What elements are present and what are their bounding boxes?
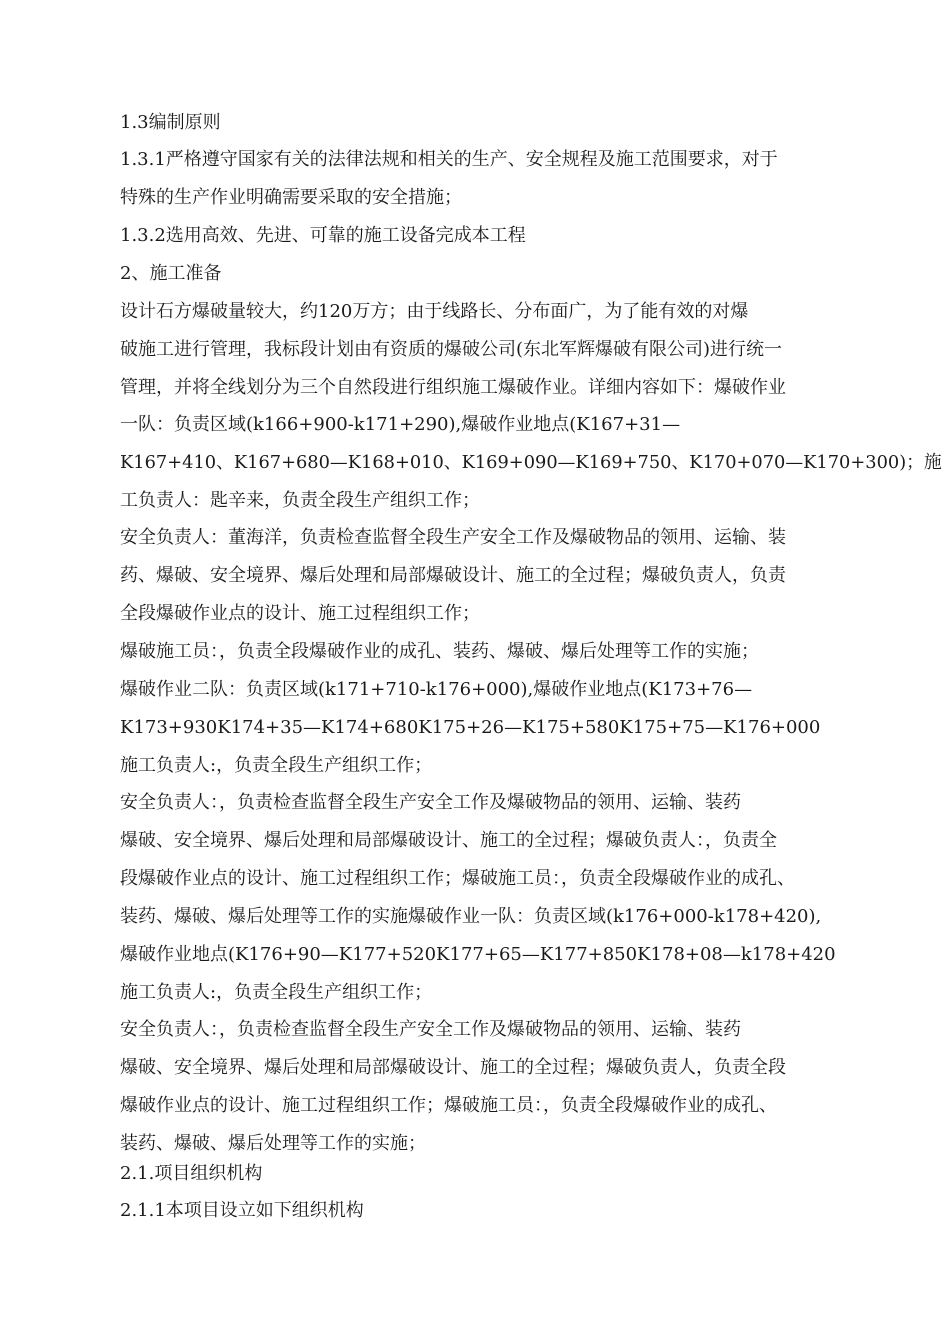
text-line: K167+410、K167+680—K168+010、K169+090—K169+750、K170+070—K170+300)；施	[120, 452, 942, 473]
text-line: 破施工进行管理，我标段计划由有资质的爆破公司(东北军辉爆破有限公司)进行统一	[120, 339, 783, 360]
section-heading-2-1-1: 2.1.1本项目设立如下组织机构	[120, 1200, 364, 1221]
text-line: 爆破、安全境界、爆后处理和局部爆破设计、施工的全过程；爆破负责人，负责全段	[120, 1057, 786, 1078]
text-line: 一队：负责区域(k166+900-k171+290),爆破作业地点(K167+31—	[120, 414, 681, 435]
text-line: 施工负责人:，负责全段生产组织工作；	[120, 755, 433, 776]
section-heading-1-3: 1.3编制原则	[120, 112, 221, 133]
text-line: 安全负责人：，负责检查监督全段生产安全工作及爆破物品的领用、运输、装药	[120, 792, 741, 813]
text-line: 爆破作业点的设计、施工过程组织工作；爆破施工员：，负责全段爆破作业的成孔、	[120, 1095, 777, 1116]
text-line: 特殊的生产作业明确需要采取的安全措施；	[120, 187, 462, 208]
text-line: K173+930K174+35—K174+680K175+26—K175+580K175+75—K176+000	[120, 717, 821, 738]
text-line: 装药、爆破、爆后处理等工作的实施爆破作业一队：负责区域(k176+000-k178+420),	[120, 906, 822, 927]
text-line: 施工负责人:，负责全段生产组织工作；	[120, 982, 433, 1003]
text-line: 全段爆破作业点的设计、施工过程组织工作；	[120, 603, 480, 624]
text-line: 安全负责人：，负责检查监督全段生产安全工作及爆破物品的领用、运输、装药	[120, 1019, 741, 1040]
text-line: 1.3.2选用高效、先进、可靠的施工设备完成本工程	[120, 225, 526, 246]
text-line: 爆破作业地点(K176+90—K177+520K177+65—K177+850K178+08—k178+420	[120, 944, 836, 965]
text-line: 爆破作业二队：负责区域(k171+710-k176+000),爆破作业地点(K173+76—	[120, 679, 753, 700]
text-line: 安全负责人：董海洋，负责检查监督全段生产安全工作及爆破物品的领用、运输、装	[120, 527, 786, 548]
text-line: 设计石方爆破量较大，约120万方；由于线路长、分布面广，为了能有效的对爆	[120, 301, 749, 322]
text-line: 1.3.1严格遵守国家有关的法律法规和相关的生产、安全规程及施工范围要求，对于	[120, 149, 778, 170]
text-line: 爆破施工员：，负责全段爆破作业的成孔、装药、爆破、爆后处理等工作的实施；	[120, 641, 759, 662]
section-heading-2: 2、施工准备	[120, 263, 222, 284]
text-line: 装药、爆破、爆后处理等工作的实施；	[120, 1133, 426, 1154]
text-line: 爆破、安全境界、爆后处理和局部爆破设计、施工的全过程；爆破负责人：，负责全	[120, 830, 777, 851]
text-line: 段爆破作业点的设计、施工过程组织工作；爆破施工员：，负责全段爆破作业的成孔、	[120, 868, 795, 889]
text-line: 药、爆破、安全境界、爆后处理和局部爆破设计、施工的全过程；爆破负责人，负责	[120, 565, 786, 586]
text-line: 工负责人：匙辛来，负责全段生产组织工作；	[120, 490, 480, 511]
text-line: 管理，并将全线划分为三个自然段进行组织施工爆破作业。详细内容如下：爆破作业	[120, 377, 786, 398]
section-heading-2-1: 2.1.项目组织机构	[120, 1163, 263, 1184]
